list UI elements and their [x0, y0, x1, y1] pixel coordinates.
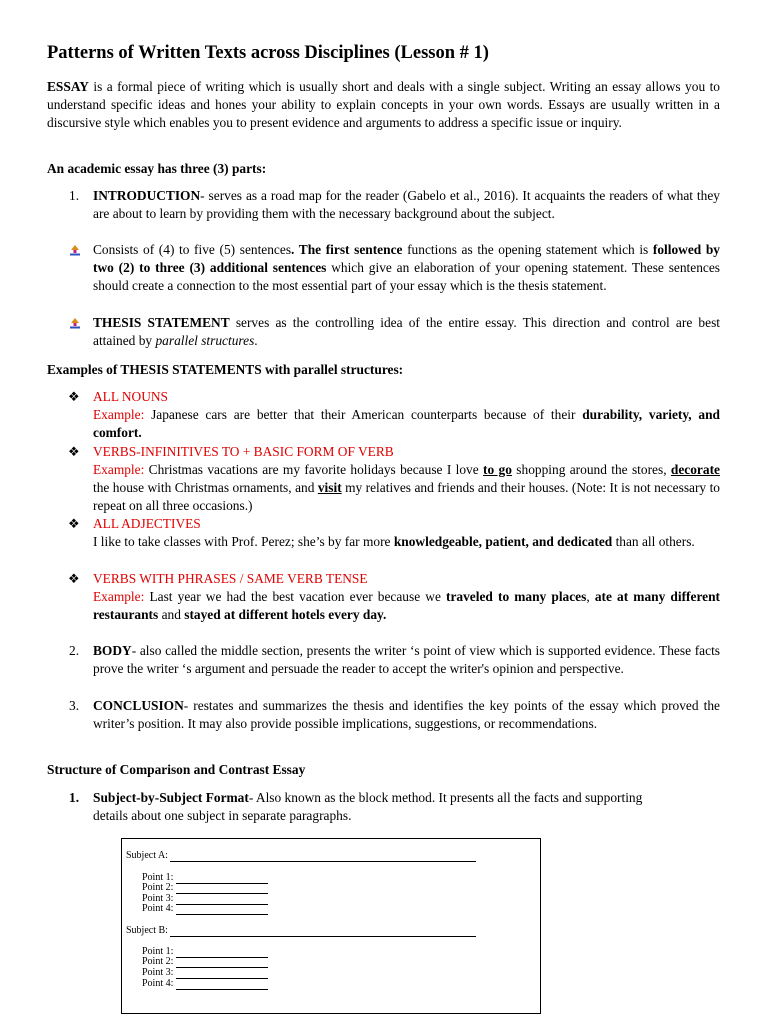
point-label: Point 1: — [142, 946, 174, 957]
point-label: Point 2: — [142, 882, 174, 893]
example-text: Christmas vacations are my favorite holidays because I love — [144, 462, 484, 477]
format-term: Subject-by-Subject Format — [93, 790, 249, 805]
point-row — [142, 904, 268, 915]
block-method-diagram — [121, 838, 541, 1014]
example-text: my relatives and friends and their houses. (Note: It is not necessary to repeat on all three occasions.) — [93, 480, 720, 513]
blank-line — [176, 958, 268, 968]
blank-line — [170, 852, 476, 862]
blank-line — [176, 948, 268, 958]
example-nouns — [93, 406, 720, 442]
example-adjectives — [93, 533, 720, 551]
bullet-text: which give an elaboration of your opening statement. These sentences should create a connection to the most essential part of your essay which is the thesis statement. — [93, 260, 721, 293]
example-bold: traveled to many places — [446, 589, 587, 604]
diamond-bullet-icon: ❖ — [68, 389, 80, 404]
bullet-text: serves as the controlling idea of the entire essay. This direction and control are best attained by — [93, 315, 721, 348]
example-bold: ate at many different restaurants — [93, 589, 720, 622]
subject-a-label: Subject A: — [126, 850, 168, 861]
format-number: 1. — [69, 790, 80, 805]
point-label: Point 4: — [142, 903, 174, 914]
essay-term: ESSAY — [47, 79, 89, 94]
part-term: CONCLUSION — [93, 698, 184, 713]
example-bold: durability, variety, and comfort. — [93, 407, 720, 440]
example-text: shopping around the stores, — [511, 462, 671, 477]
example-text: Last year we had the best vacation ever because we — [144, 589, 447, 604]
blank-line — [170, 927, 476, 937]
point-row — [142, 979, 268, 990]
example-label: Example: — [93, 462, 145, 477]
arrow-bullet-icon — [68, 243, 82, 257]
part-conclusion — [93, 697, 720, 733]
format-subject-by-subject — [93, 789, 673, 825]
example-title: VERBS-INFINITIVES TO + BASIC FORM OF VERB — [93, 444, 394, 459]
arrow-bullet-icon — [68, 316, 82, 330]
diamond-bullet-icon: ❖ — [68, 571, 80, 586]
example-label: Example: — [93, 407, 145, 422]
example-text: and — [158, 607, 185, 622]
point-label: Point 2: — [142, 956, 174, 967]
point-row — [142, 957, 268, 968]
subject-a-row — [126, 851, 476, 862]
example-title: VERBS WITH PHRASES / SAME VERB TENSE — [93, 571, 368, 586]
example-text: Japanese cars are better that their American counterparts because of their — [144, 407, 583, 422]
bullet-text: Consists of (4) to five (5) sentences — [93, 242, 292, 257]
point-label: Point 1: — [142, 872, 174, 883]
example-underlined: visit — [317, 480, 342, 495]
subject-b-label: Subject B: — [126, 925, 168, 936]
example-bold: stayed at different hotels every day. — [184, 607, 387, 622]
point-label: Point 4: — [142, 978, 174, 989]
point-label: Point 3: — [142, 893, 174, 904]
part-number: 3. — [69, 698, 80, 713]
format-text: - Also known as the block method. It presents all the facts and supporting details about one subject in separate paragraphs. — [93, 790, 643, 823]
bullet-thesis-statement — [93, 314, 720, 350]
blank-line — [176, 905, 268, 915]
structure-heading: Structure of Comparison and Contrast Essay — [47, 762, 306, 777]
part-introduction — [93, 187, 720, 223]
point-row — [142, 883, 268, 894]
examples-heading: Examples of THESIS STATEMENTS with parallel structures: — [47, 362, 404, 377]
part-text: - restates and summarizes the thesis and identifies the key points of the essay which proved the writer’s position. It may also provide possible implications, suggestions, or recommendations. — [93, 698, 720, 731]
bullet-bold: . The first sentence — [291, 242, 403, 257]
diamond-bullet-icon: ❖ — [68, 516, 80, 531]
bullet-sentences — [93, 241, 720, 295]
example-title: ALL ADJECTIVES — [93, 516, 201, 531]
bullet-italic: parallel structures — [155, 333, 255, 348]
part-text: - serves as a road map for the reader (Gabelo et al., 2016). It acquaints the readers of what they are about to learn by providing them with the necessary background about the subject. — [93, 188, 720, 221]
example-text: , — [586, 589, 595, 604]
parts-heading: An academic essay has three (3) parts: — [47, 161, 267, 176]
example-verb-phrases — [93, 588, 720, 624]
blank-line — [176, 969, 268, 979]
example-label: Example: — [93, 589, 145, 604]
essay-definition-text: is a formal piece of writing which is usually short and deals with a single subject. Writing an essay allows you to understand specific ideas and hones your ability to explain concepts in your own words. Essays are usually written in a discursive style which enables you to present evidence and arguments to address a specific issue or inquiry. — [47, 79, 720, 130]
point-row — [142, 968, 268, 979]
essay-definition — [47, 78, 720, 132]
example-infinitives — [93, 461, 720, 515]
part-body — [93, 642, 720, 678]
example-underlined: to go — [483, 462, 512, 477]
bullet-text: . — [254, 333, 258, 348]
example-bold: knowledgeable, patient, and dedicated — [393, 534, 613, 549]
part-term: INTRODUCTION — [93, 188, 201, 203]
example-title: ALL NOUNS — [93, 389, 169, 404]
blank-line — [176, 884, 268, 894]
example-text: I like to take classes with Prof. Perez; she’s by far more — [93, 534, 394, 549]
part-term: BODY — [93, 643, 132, 658]
blank-line — [176, 895, 268, 905]
bullet-text: functions as the opening statement which is — [402, 242, 653, 257]
example-text: the house with Christmas ornaments, and — [93, 480, 318, 495]
part-number: 2. — [69, 643, 80, 658]
bullet-bold: THESIS STATEMENT — [93, 315, 230, 330]
point-label: Point 3: — [142, 967, 174, 978]
diamond-bullet-icon: ❖ — [68, 444, 80, 459]
subject-b-row — [126, 926, 476, 937]
blank-line — [176, 874, 268, 884]
example-text: than all others. — [612, 534, 695, 549]
bullet-bold: followed by two (2) to three (3) additional sentences — [93, 242, 721, 275]
example-underlined: decorate — [670, 462, 720, 477]
part-text: - also called the middle section, presents the writer ‘s point of view which is supported evidence. These facts prove the writer ‘s argument and persuade the reader to accept the writer's opinion and perspective. — [93, 643, 720, 676]
blank-line — [176, 980, 268, 990]
page-title: Patterns of Written Texts across Disciplines (Lesson # 1) — [47, 43, 489, 63]
part-number: 1. — [69, 188, 80, 203]
